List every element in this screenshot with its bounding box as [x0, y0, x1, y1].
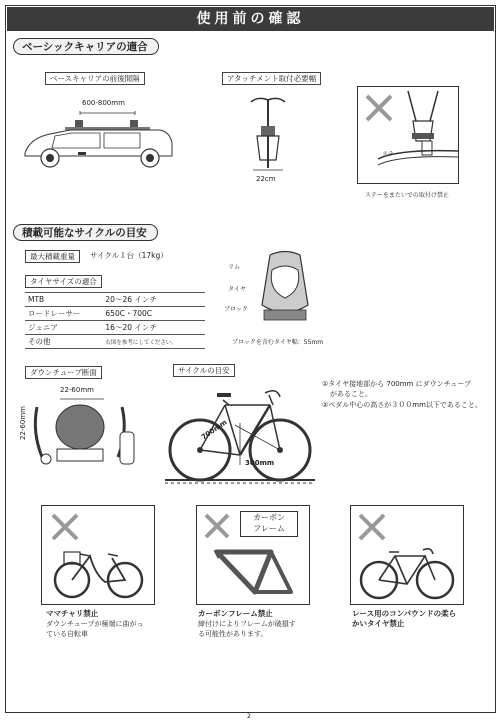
prohibit-mamachari-desc-2: ている自転車 [46, 630, 88, 638]
stay-illustration [378, 91, 458, 181]
tire-width-note: ブロックを含むタイヤ幅：55mm [232, 339, 324, 346]
attachment-illustration [243, 88, 293, 180]
table-row: ロードレーサー 650C・700C [25, 307, 205, 321]
cycle-guide-label: サイクルの目安 [173, 364, 235, 377]
tire-cross-section [250, 250, 320, 335]
note-line-1: ①タイヤ接地部から 700mm にダウンチューブ [322, 380, 472, 388]
prohibited-box-carbon [196, 505, 310, 605]
page-number: 2 [247, 713, 251, 720]
prohibit-race-tire-desc: かいタイヤ禁止 [352, 619, 405, 628]
carbon-frame-badge: カーボン フレーム [240, 511, 298, 537]
tire-label: タイヤ [228, 286, 246, 293]
page-title: 使用前の確認 [7, 7, 494, 31]
downtube-dim-h: 22-60mm [60, 386, 94, 394]
stay-label: ステー [382, 151, 400, 158]
carbon-frame-icon [211, 548, 299, 598]
attachment-dimension: 22cm [256, 175, 276, 183]
downtube-label: ダウンチューブ断面 [25, 366, 102, 379]
section-heading-carrier: ベーシックキャリアの適合 [13, 38, 159, 55]
prohibited-x-icon [50, 512, 80, 542]
prohibited-x-icon [203, 512, 231, 540]
bicycle-illustration [165, 375, 315, 485]
prohibited-box-race-tire [350, 505, 464, 605]
note-line-2: があること。 [330, 390, 372, 398]
base-carrier-label: ベースキャリアの前後間隔 [45, 72, 145, 85]
table-row: ジュニア 16～20 インチ [25, 321, 205, 335]
prohibited-box-mamachari [41, 505, 155, 605]
prohibit-mamachari-title: ママチャリ禁止 [46, 609, 99, 618]
dimension-700: 700mm [200, 418, 229, 442]
road-bike-icon [357, 544, 457, 600]
table-row: その他 右図を参考にしてください。 [25, 335, 205, 349]
base-carrier-dimension: 600-800mm [82, 99, 125, 107]
max-load-value: サイクル１台（17kg） [90, 251, 168, 260]
prohibit-carbon-desc-1: 締付けによりフレームが破損す [198, 620, 296, 628]
block-label: ブロック [224, 306, 248, 313]
mamachari-bike-icon [50, 544, 145, 600]
prohibited-x-icon [357, 512, 387, 542]
note-line-3: ②ペダル中心の高さが３００mm以下であること。 [322, 401, 482, 409]
attachment-width-label: アタッチメント取付必要幅 [222, 72, 321, 85]
rim-label: リム [228, 264, 241, 271]
stay-warning-box [357, 86, 459, 184]
tire-size-table [25, 292, 205, 349]
prohibit-mamachari-desc-1: ダウンチューブが極端に曲がっ [46, 620, 144, 628]
dimension-300: 300mm [245, 459, 275, 467]
prohibit-carbon-title: カーボンフレーム禁止 [198, 609, 273, 618]
prohibit-race-tire-title: レース用のコンパウンドの柔ら [352, 609, 457, 618]
prohibit-carbon-desc-2: る可能性があります。 [198, 630, 268, 638]
max-load-label: 最大積載重量 [25, 250, 80, 263]
table-row: MTB 20～26 インチ [25, 293, 205, 307]
tire-size-label: タイヤサイズの適合 [25, 275, 102, 288]
downtube-illustration [32, 397, 137, 472]
car-illustration [20, 108, 180, 168]
downtube-dim-v: 22-60mm [19, 406, 27, 440]
stay-warning-caption: ステーをまたいでの取付け禁止 [365, 192, 449, 199]
section-heading-cycle: 積載可能なサイクルの目安 [13, 224, 158, 241]
